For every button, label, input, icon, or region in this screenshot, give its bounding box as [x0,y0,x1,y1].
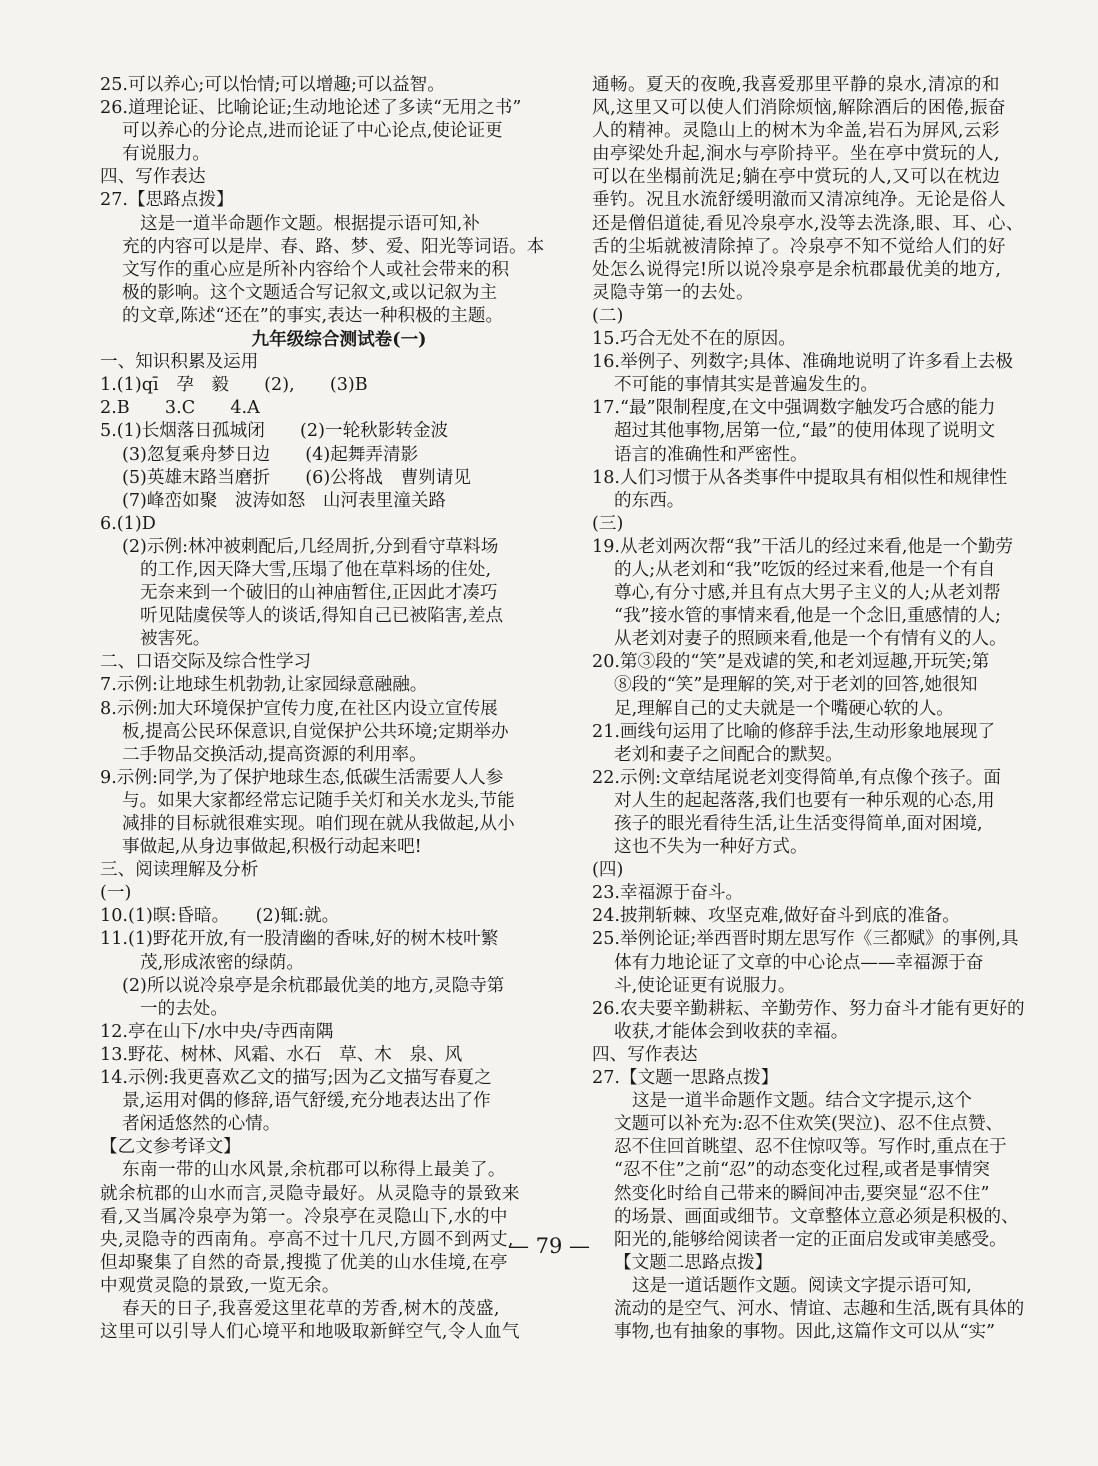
text-line: 可以在坐榻前洗足;躺在亭中赏玩的人,又可以在枕边 [592,167,1001,188]
text-line: (2)所以说冷泉亭是余杭郡最优美的地方,灵隐寺第 [122,975,505,996]
text-line: 央,灵隐寺的西南角。亭高不过十几尺,方圆不到两丈, [100,1229,514,1250]
text-line: 二、口语交际及综合性学习 [100,652,312,673]
text-line: (一) [100,883,132,904]
text-line: 14.示例:我更喜欢乙文的描写;因为乙文描写春夏之 [100,1068,492,1089]
text-line: 27.【思路点拨】 [100,190,234,211]
text-line: 2.B 3.C 4.A [100,398,260,419]
text-line: 还是僧侣道徒,看见冷泉亭水,没等去洗涤,眼、耳、心、 [592,213,1024,234]
text-line: 文写作的重心应是所补内容给个人或社会带来的积 [122,259,510,280]
text-line: “我”接水管的事情来看,他是一个念旧,重感情的人; [614,606,1001,627]
text-line: 一、知识积累及运用 [100,352,259,373]
text-line: 东南一带的山水风景,余杭郡可以称得上最美了。 [122,1160,506,1181]
text-line: 9.示例:同学,为了保护地球生态,低碳生活需要人人参 [100,767,504,788]
text-line: 21.画线句运用了比喻的修辞手法,生动形象地展现了 [592,721,996,742]
text-line: 足,理解自己的丈夫就是一个嘴硬心软的人。 [614,698,954,719]
text-line: 阳光的,能够给阅读者一定的正面启发或审美感受。 [614,1229,1007,1250]
text-line: (三) [592,513,624,534]
text-line: 流动的是空气、河水、情谊、志趣和生活,既有具体的 [614,1298,1025,1319]
text-line: 5.(1)长烟落日孤城闭 (2)一轮秋影转金波 [100,421,449,442]
text-line: 通畅。夏天的夜晚,我喜爱那里平静的泉水,清凉的和 [592,75,1000,95]
text-line: 处怎么说得完!所以说冷泉亭是余杭郡最优美的地方, [592,259,1002,280]
text-line: 16.举例子、列数字;具体、准确地说明了许多看上去极 [592,352,1013,373]
text-line: 忍不住回首眺望、忍不住惊叹等。写作时,重点在于 [614,1137,1007,1158]
text-line: 与。如果大家都经常忘记随手关灯和关水龙头,节能 [122,790,515,811]
text-line: 茂,形成浓密的绿荫。 [140,952,304,973]
text-line: (四) [592,860,624,881]
text-line: 灵隐寺第一的去处。 [592,282,754,303]
text-line: 这里可以引导人们心境平和地吸取新鲜空气,令人血气 [100,1322,520,1343]
text-line: 19.从老刘两次帮“我”干活儿的经过来看,他是一个勤劳 [592,536,1014,557]
text-line: 25.举例论证;举西晋时期左思写作《三都赋》的事例,具 [592,929,1019,950]
text-line: 收获,才能体会到收获的幸福。 [614,1021,849,1042]
text-line: 四、写作表达 [592,1044,698,1065]
right-column [592,74,1068,1344]
text-line: 减排的目标就很难实现。咱们现在就从我做起,从小 [122,814,515,834]
text-line: 不可能的事情其实是普遍发生的。 [614,375,878,396]
left-column [100,74,578,1344]
text-line: 【文题二思路点拨】 [614,1252,773,1273]
text-line: 充的内容可以是岸、春、路、梦、爱、阳光等词语。本 [122,236,545,257]
text-line: (5)英雄末路当磨折 (6)公将战 曹刿请见 [122,467,471,488]
text-line: 中观赏灵隐的景致,一览无余。 [100,1275,340,1296]
text-line: 的人;从老刘和“我”吃饭的经过来看,他是一个有自 [614,559,996,580]
text-line: 风,这里又可以使人们消除烦恼,解除酒后的困倦,振奋 [592,98,1006,119]
text-line: 语言的准确性和严密性。 [614,444,808,465]
text-line: 这是一道话题作文题。阅读文字提示语可知, [632,1275,972,1296]
text-line: 1.(1)qī 孕 毅 (2), (3)B [100,375,368,396]
text-line: 7.示例:让地球生机勃勃,让家园绿意融融。 [100,675,428,696]
text-line: 事做起,从身边事做起,积极行动起来吧! [122,837,422,858]
text-line: (二) [592,305,624,326]
text-line: 的场景、画面或细节。文章整体立意必须是积极的、 [614,1206,1019,1227]
text-line: 二手物品交换活动,提高资源的利用率。 [122,744,427,765]
text-line: 11.(1)野花开放,有一股清幽的香味,好的树木枝叶繁 [100,929,499,950]
text-line: ⑧段的“笑”是理解的笑,对于老刘的回答,她很知 [614,675,978,696]
text-line: 从老刘对妻子的照顾来看,他是一个有情有义的人。 [614,629,1007,650]
section-title: 九年级综合测试卷(一) [251,329,427,351]
text-line: 板,提高公民环保意识,自觉保护公共环境;定期举办 [122,721,509,742]
text-line: 的工作,因天降大雪,压塌了他在草料场的住处, [140,559,492,580]
text-line: 看,又当属冷泉亭为第一。冷泉亭在灵隐山下,水的中 [100,1206,508,1227]
text-line: 25.可以养心;可以怡情;可以增趣;可以益智。 [100,75,445,95]
text-line: 春天的日子,我喜爱这里花草的芳香,树木的茂盛, [122,1298,500,1319]
text-line: 极的影响。这个文题适合写记叙文,或以记叙为主 [122,282,498,303]
text-line: 18.人们习惯于从各类事件中提取具有相似性和规律性 [592,467,1008,488]
text-line: 文题可以补充为:忍不住欢笑(哭泣)、忍不住点赞、 [614,1114,1004,1135]
text-line: 这是一道半命题作文题。结合文字提示,这个 [632,1091,972,1112]
text-line: 但却聚集了自然的奇景,搜揽了优美的山水佳境,在亭 [100,1252,508,1273]
text-line: 26.道理论证、比喻论证;生动地论述了多读“无用之书” [100,98,522,119]
text-line: 13.野花、树林、风霜、水石 草、木 泉、风 [100,1044,463,1065]
text-line: 三、阅读理解及分析 [100,860,259,881]
text-line: 有说服力。 [122,144,210,165]
text-line: (3)忽复乘舟梦日边 (4)起舞弄清影 [122,444,419,465]
text-line: 这是一道半命题作文题。根据提示语可知,补 [140,213,480,234]
text-line: 10.(1)暝:昏暗。 (2)辄:就。 [100,906,340,927]
text-line: 尊心,有分寸感,并且有点大男子主义的人;从老刘帮 [614,583,1001,604]
text-line: 四、写作表达 [100,167,206,188]
text-line: 的文章,陈述“还在”的事实,表达一种积极的主题。 [122,305,504,326]
text-line: 由亭梁处升起,涧水与亭阶持平。坐在亭中赏玩的人, [592,144,1000,165]
text-line: 听见陆虞侯等人的谈话,得知自己已被陷害,差点 [140,606,504,627]
text-line: 老刘和妻子之间配合的默契。 [614,744,843,765]
text-line: 22.示例:文章结尾说老刘变得简单,有点像个孩子。面 [592,767,1001,788]
text-line: 8.示例:加大环境保护宣传力度,在社区内设立宣传展 [100,698,498,719]
text-line: 27.【文题一思路点拨】 [592,1068,779,1089]
text-line: (2)示例:林冲被刺配后,几经周折,分到看守草料场 [122,536,499,557]
text-line: 体有力地论证了文章的中心论点——幸福源于奋 [614,952,984,973]
text-line: 6.(1)D [100,513,156,534]
text-line: 24.披荆斩棘、攻坚克难,做好奋斗到底的准备。 [592,906,960,927]
text-line: 斗,使论证更有说服力。 [614,975,796,996]
text-line: 超过其他事物,居第一位,“最”的使用体现了说明文 [614,421,996,442]
text-line: 就余杭郡的山水而言,灵隐寺最好。从灵隐寺的景致来 [100,1183,520,1204]
text-line: 舌的尘垢就被清除掉了。冷泉亭不知不觉给人们的好 [592,236,1006,257]
text-line: 17.“最”限制程度,在文中强调数字触发巧合感的能力 [592,398,996,419]
text-line: 可以养心的分论点,进而论证了中心论点,使论证更 [122,121,503,142]
text-line: 无奈来到一个破旧的山神庙暂住,正因此才凑巧 [140,583,498,604]
text-line: 景,运用对偶的修辞,语气舒缓,充分地表达出了作 [122,1091,491,1112]
text-line: 事物,也有抽象的事物。因此,这篇作文可以从“实” [614,1322,996,1343]
text-line: 【乙文参考译文】 [100,1137,241,1158]
text-line: 者闲适悠然的心情。 [122,1114,281,1135]
text-line: 人的精神。灵隐山上的树木为伞盖,岩石为屏风,云彩 [592,121,1000,142]
text-line: 然变化时给自己带来的瞬间冲击,要突显“忍不住” [614,1183,990,1204]
text-line: 的东西。 [614,490,685,511]
text-line: 垂钓。况且水流舒缓明澈而又清凉纯净。无论是俗人 [592,190,1006,211]
text-line: 一的去处。 [140,998,228,1019]
page-number: — 79 — [507,1234,591,1258]
text-line: 这也不失为一种好方式。 [614,837,808,858]
text-line: 20.第③段的“笑”是戏谑的笑,和老刘逗趣,开玩笑;第 [592,652,990,673]
text-line: 对人生的起起落落,我们也要有一种乐观的心态,用 [614,790,995,811]
text-line: 15.巧合无处不在的原因。 [592,329,796,350]
text-line: 孩子的眼光看待生活,让生活变得简单,面对困境, [614,814,983,834]
text-line: 12.亭在山下/水中央/寺西南隅 [100,1021,334,1042]
text-line: “忍不住”之前“忍”的动态变化过程,或者是事情突 [614,1160,990,1181]
text-line: 被害死。 [140,629,211,650]
text-line: 23.幸福源于奋斗。 [592,883,744,904]
text-line: 26.农夫要辛勤耕耘、辛勤劳作、努力奋斗才能有更好的 [592,998,1025,1019]
text-line: (7)峰峦如聚 波涛如怒 山河表里潼关路 [122,490,447,511]
